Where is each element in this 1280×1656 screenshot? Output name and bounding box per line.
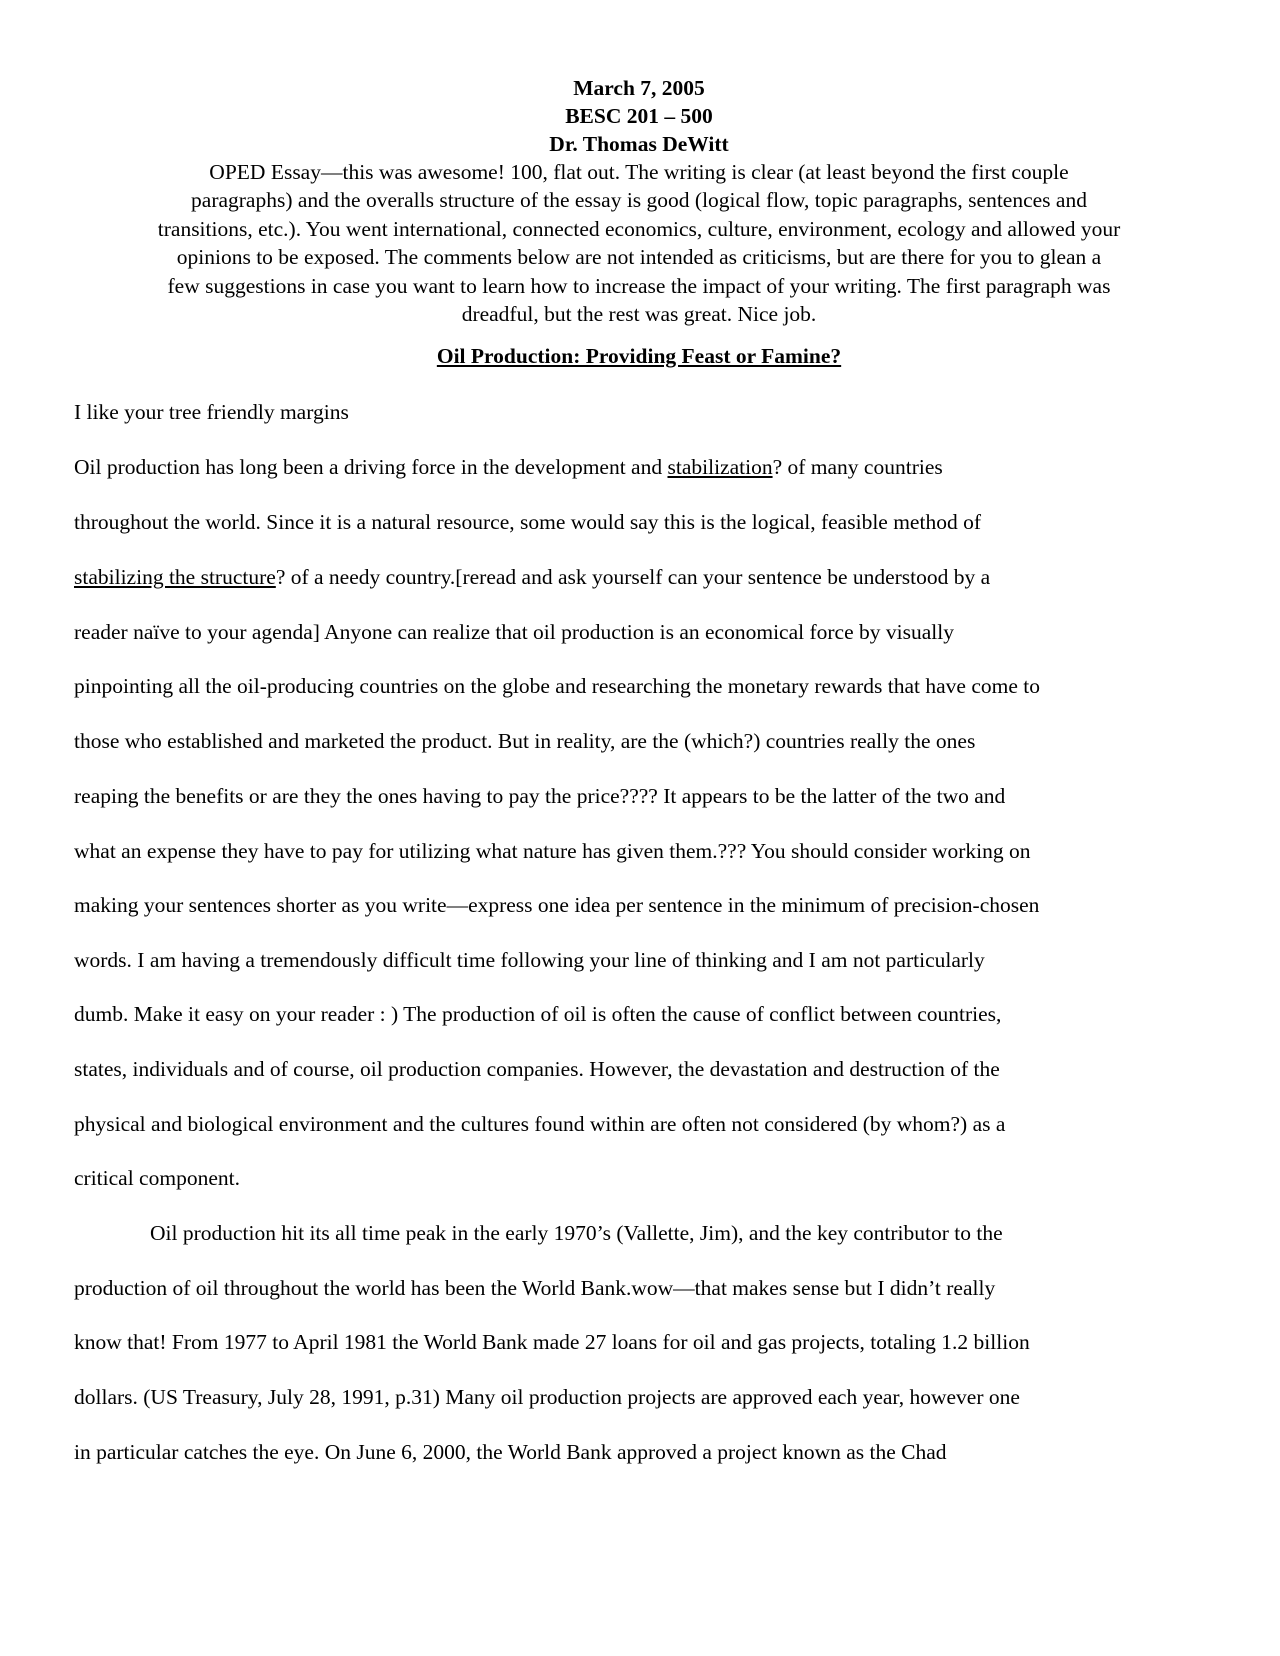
paragraph1-line: reaping the benefits or are they the ones having to pay the price???? It appears to be the latter of the two and [74, 784, 1006, 808]
paragraph1-line: throughout the world. Since it is a natural resource, some would say this is the logical, feasible method of [74, 510, 981, 534]
margin-comment: I like your tree friendly margins [74, 400, 349, 424]
essay-title: Oil Production: Providing Feast or Famine? [436, 344, 842, 368]
header-instructor: Dr. Thomas DeWitt [549, 132, 729, 156]
paragraph1-line: physical and biological environment and the cultures found within are often not considered (by whom?) as a [74, 1112, 1006, 1136]
paragraph1-line: critical component. [74, 1166, 240, 1190]
comment-line: paragraphs) and the overalls structure of the essay is good (logical flow, topic paragraphs, sentences and [191, 188, 1087, 213]
paragraph2-line: in particular catches the eye. On June 6, 2000, the World Bank approved a project known as the Chad [74, 1440, 947, 1464]
paragraph1-line: states, individuals and of course, oil production companies. However, the devastation and destruction of the [74, 1057, 1000, 1081]
paragraph1-line: pinpointing all the oil-producing countries on the globe and researching the monetary rewards that have come to [74, 674, 1041, 698]
paragraph2-line: Oil production hit its all time peak in the early 1970’s (Vallette, Jim), and the key contributor to the [150, 1221, 1003, 1245]
paragraph1-line: those who established and marketed the product. But in reality, are the (which?) countries really the ones [74, 729, 976, 753]
essay-body [74, 0, 1204, 1656]
comment-line: OPED Essay—this was awesome! 100, flat out. The writing is clear (at least beyond the first couple [209, 160, 1069, 184]
paragraph2-line: production of oil throughout the world has been the World Bank.wow—that makes sense but I didn’t really [74, 1276, 996, 1300]
paragraph2-line: dollars. (US Treasury, July 28, 1991, p.31) Many oil production projects are approved each year, however one [74, 1385, 1020, 1409]
paragraph1-line: making your sentences shorter as you write—express one idea per sentence in the minimum of precision-chosen [74, 893, 1040, 917]
comment-line: few suggestions in case you want to learn how to increase the impact of your writing. The first paragraph was [167, 273, 1111, 298]
comment-line: transitions, etc.). You went international, connected economics, culture, environment, ecology and allowed your [157, 216, 1121, 241]
header-date: March 7, 2005 [573, 76, 705, 100]
paragraph2-line: know that! From 1977 to April 1981 the World Bank made 27 loans for oil and gas projects, totaling 1.2 billion [74, 1330, 1030, 1354]
paragraph1-line: words. I am having a tremendously difficult time following your line of thinking and I am not particularly [74, 948, 985, 972]
paragraph1-line: Oil production has long been a driving force in the development and stabilization? of many countries [74, 455, 943, 479]
paragraph1-line: stabilizing the structure? of a needy country.[reread and ask yourself can your sentence be understood by a [74, 565, 991, 589]
paragraph1-line: what an expense they have to pay for utilizing what nature has given them.??? You should consider working on [74, 839, 1031, 863]
header-course: BESC 201 – 500 [565, 104, 713, 128]
comment-line: opinions to be exposed. The comments below are not intended as criticisms, but are there for you to glean a [176, 245, 1102, 270]
paragraph1-line: dumb. Make it easy on your reader : ) The production of oil is often the cause of conflict between countries, [74, 1002, 1002, 1026]
comment-line: dreadful, but the rest was great. Nice job. [461, 302, 817, 327]
paragraph1-line: reader naïve to your agenda] Anyone can realize that oil production is an economical force by visually [74, 620, 954, 644]
